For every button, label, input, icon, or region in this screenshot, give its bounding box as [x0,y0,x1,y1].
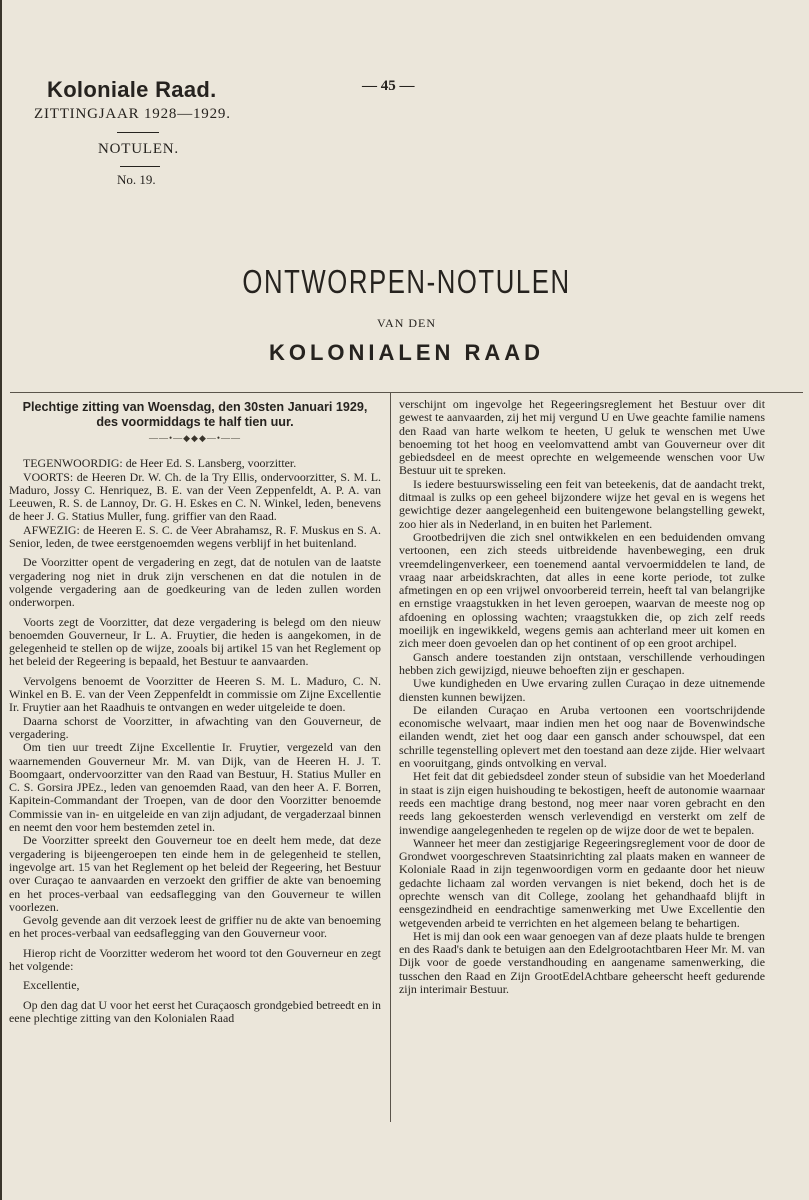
main-subtitle: KOLONIALEN RAAD [268,340,545,365]
left-column [9,398,381,1025]
paragraph-absent: AFWEZIG: de Heeren E. S. C. de Veer Abrahamsz, R. F. Muskus en S. A. Senior, leden, de twee eerstgenoemden wegens verblijf in het buitenland. [9,522,381,551]
column-top-rule [10,392,803,393]
page-number: — 45 — [362,78,415,94]
paragraph: Wanneer het meer dan zestigjarige Regeeringsreglement voor de door de Grondwet voorgeschreven Staatsinrichting zal plaats maken en wanneer de Koloniale Raad in zijn tegenwoordigen vorm en gedaante door het nieuw gedachte lichaam zal worden vervangen is niet bekend, doch het is de oprechte wensch van dit College, zoolang het gehandhaafd blijft in eensgezindheid en eendrachtige samenwerking met Uwe Excellentie den wetgevenden arbeid te verrichten en het algemeen belang te behartigen. [399,835,765,930]
paragraph: Gevolg gevende aan dit verzoek leest de griffier nu de akte van benoeming en het proces-verbaal van eedsaflegging van den Gouverneur voor. [9,913,381,941]
title-van-den: VAN DEN [376,316,437,330]
paragraph: De Voorzitter spreekt den Gouverneur toe en deelt hem mede, dat deze vergadering is bijeengeroepen ten einde hem in de gelegenheid te stellen, ingevolge art. 15 van het Reglement op het beleid der Regeering, het Bestuur over Curaçao te aanvaarden en verzoekt den griffier de akte van benoeming en het proces-verbaal van eedsaflegging van den Gouverneur te willen voorlezen. [9,833,381,914]
paragraph-also: VOORTS: de Heeren Dr. W. Ch. de la Try Ellis, ondervoorzitter, S. M. L. Maduro, Jossy C. Henriquez, B. E. van der Veen Zeppenfeldt, A. P. A. van Leeuwen, R. S. de Lannoy, Dr. G. H. Eskes en C. N. Winkel, leden, benevens de heer J. G. Statius Muller, fung. griffier van den Raad. [9,469,381,524]
paragraph: Is iedere bestuurswisseling een feit van beteekenis, dat de aandacht trekt, ditmaal is zulks op een geheel bijzondere wijze het geval en is wegens het gewichtige dezer aangelegenheid een buitengewone belangstelling gewekt, zoo hier als in Nederland, in en buiten het Parlement. [399,476,765,531]
paragraph: Hierop richt de Voorzitter wederom het woord tot den Gouverneur en zegt het volgende: [9,945,381,973]
header-rule-2 [120,166,160,167]
council-title: Koloniale Raad. [47,77,217,102]
paragraph: Gansch andere toestanden zijn ontstaan, verschillende verhoudingen hebben zich gewijzigd, nieuwe behoeften zijn er geschapen. [399,649,765,677]
session-title [9,400,381,430]
issue-number: No. 19. [117,172,156,187]
paragraph: Grootbedrijven die zich snel ontwikkelen en een beduidenden omvang vertoonen, een zich steeds uitbreidende havenbeweging, een druk vreemdelingenverkeer, een toenemend aantal vervoermiddelen te land, de vraag naar arbeidskrachten, dat alles in eene korte periode, tot zulke afmetingen en op een vrijwel onvoorbereid terrein, heeft tal van belangrijke en ernstige vraagstukken in het leven geroepen, waarvan de meeste nog op afdoening en oplossing wachten; vraagstukken die, op zich zelf reeds moeilijk en ingewikkeld, wegens gemis aan achterland meer uit komen en zich meer doen gevoelen dan op het continent of op een groot archipel. [399,529,765,651]
session-year: ZITTINGJAAR 1928—1929. [34,106,231,122]
ornament-divider: ——•—◆◆◆—•—— [148,433,242,443]
paragraph: verschijnt om ingevolge het Regeeringsreglement het Bestuur over dit gewest te aanvaarden, zij het mij vergund U en Uwe geachte familie namens den Raad van harte welkom te heeten, U geluk te wenschen met Uwe benoeming tot het hoog en veelomvattend ambt van Gouverneur over dit gebiedsdeel en de meest oprechte en welgemeende wenschen voor Uw Bestuur uit te spreken. [399,397,765,478]
paragraph: Het feit dat dit gebiedsdeel zonder steun of subsidie van het Moederland in staat is zijn eigen huishouding te bekostigen, heeft de autonomie waarnaar reeds een machtige drang bestond, nog meer naar voren gebracht en den reeds lang gekoesterden wensch verlevendigd en versterkt om zelf de inwendige aangelegenheden te regelen op de wijze door de wet te bepalen. [399,769,765,837]
paragraph: Voorts zegt de Voorzitter, dat deze vergadering is belegd om den nieuw benoemden Gouverneur, Ir L. A. Fruytier, die heden is aangekomen, in de gelegenheid te stellen op de wijze, zooals bij artikel 15 van het Reglement op het beleid der Regeering is bepaald, het Bestuur te aanvaarden. [9,614,381,669]
paragraph: Op den dag dat U voor het eerst het Curaçaosch grondgebied betreedt en in eene plechtige zitting van den Kolonialen Raad [9,997,381,1025]
session-title-line-2: des voormiddags te half tien uur. [96,415,294,429]
paragraph: Daarna schorst de Voorzitter, in afwachting van den Gouverneur, de vergadering. [9,713,381,741]
paragraph-present: TEGENWOORDIG: de Heer Ed. S. Lansberg, voorzitter. [23,456,297,471]
right-column [399,398,765,996]
paragraph: De eilanden Curaçao en Aruba vertoonen een voortschrijdende economische welvaart, maar indien men het oog naar de Bovenwindsche eilanden wendt, ziet het oog daar een gansch ander schouwspel, dat een schrille tegenstelling oplevert met den toestand aan deze zijde. Hier welvaart en vooruitgang, ginds ontvolking en verval. [399,702,765,771]
paragraph: Vervolgens benoemt de Voorzitter de Heeren S. M. L. Maduro, C. N. Winkel en B. E. van der Veen Zeppenfeldt in commissie om Zijne Excellentie Ir. Fruytier aan het Raadhuis te ontvangen en weder uitgeleide te doen. [9,673,381,715]
paragraph: Uwe kundigheden en Uwe ervaring zullen Curaçao in deze uitnemende diensten kunnen bewijzen. [399,676,765,704]
section-label: NOTULEN. [98,141,179,157]
paragraph: Het is mij dan ook een waar genoegen van af deze plaats hulde te brengen en des Raad's dank te betuigen aan den Edelgrootachtbaren Heer Mr. M. van Dijk voor de goede verstandhouding en aangename samenwerking, die tusschen den Raad en Zijn GrootEdelAchtbare geheerscht heeft gedurende zijn interimair Bestuur. [399,928,765,997]
header-rule [117,132,159,133]
salutation: Excellentie, [23,978,80,993]
main-title: ONTWORPEN-NOTULEN [242,263,571,300]
column-divider [390,392,391,1122]
paragraph: De Voorzitter opent de vergadering en zegt, dat de notulen van de laatste vergadering nog niet in druk zijn verschenen en dat die notulen in de volgende vergadering aan de goedkeuring van de leden zullen worden onderworpen. [9,555,381,610]
session-title-line-1: Plechtige zitting van Woensdag, den 30sten Januari 1929, [22,400,368,414]
paragraph: Om tien uur treedt Zijne Excellentie Ir. Fruytier, vergezeld van den waarnemenden Gouverneur Mr. M. van Dijk, van de Heeren H. J. T. Boomgaart, ondervoorzitter van den Raad van Bestuur, H. Statius Muller en C. S. Gorsira JPEz., leden van genoemden Raad, van den heer A. F. Borren, Kapitein-Commandant der Troepen, van de door den Voorzitter benoemde Commissie van in- en uitgeleide en van zijn adjudant, de vergaderzaal binnen en neemt den voor hem bestemden zetel in. [9,740,381,835]
